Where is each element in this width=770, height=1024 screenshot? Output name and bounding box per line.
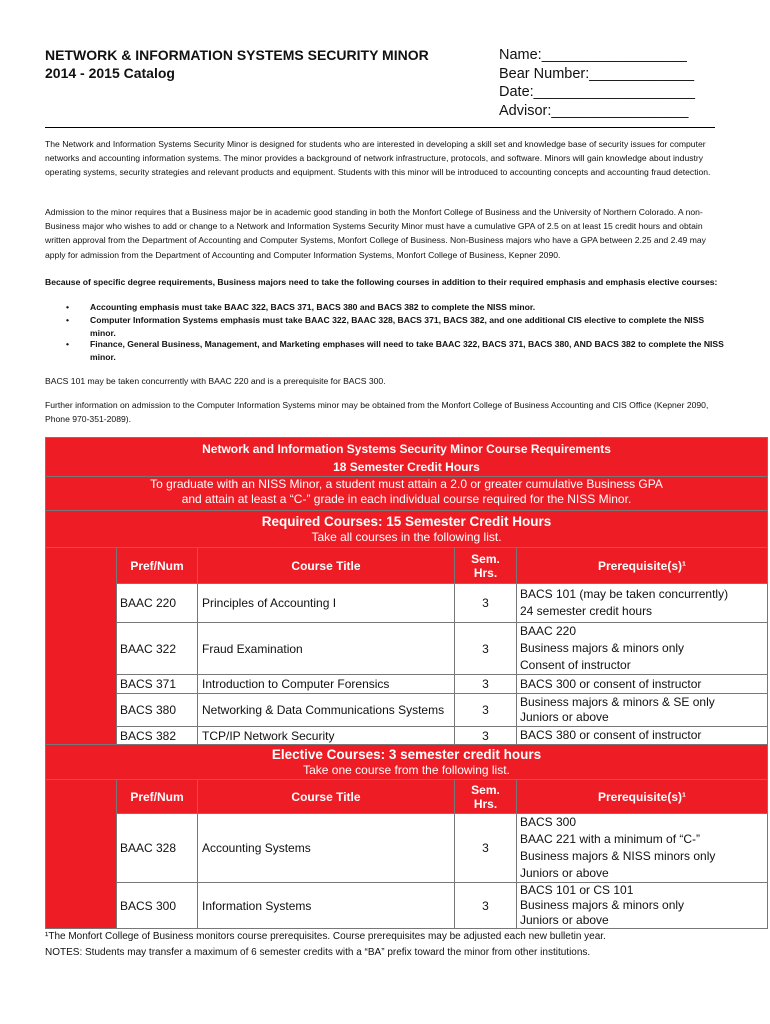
elective-heading-row bbox=[46, 745, 768, 780]
elective-note: Take one course from the following list. bbox=[303, 762, 510, 777]
table-row bbox=[46, 623, 768, 675]
col-pref-header: Pref/Num bbox=[117, 548, 198, 584]
col-pref-header: Pref/Num bbox=[117, 780, 198, 814]
course-prereq: BACS 101 or CS 101 Business majors & minors only Juniors or above bbox=[517, 883, 768, 929]
catalog-year: 2014 - 2015 Catalog bbox=[45, 65, 175, 81]
course-prereq: BAAC 220 Business majors & minors only Consent of instructor bbox=[517, 623, 768, 675]
col-sem-header: Sem. Hrs. bbox=[455, 548, 517, 584]
course-prereq: Business majors & minors & SE only Juniors or above bbox=[517, 694, 768, 727]
course-number: BAAC 322 bbox=[117, 623, 198, 675]
course-hours: 3 bbox=[455, 814, 517, 883]
course-requirements-table bbox=[45, 437, 768, 929]
course-title: Networking & Data Communications Systems bbox=[198, 694, 455, 727]
course-hours: 3 bbox=[455, 675, 517, 694]
bullet-icon: • bbox=[66, 339, 70, 349]
course-number: BACS 300 bbox=[117, 883, 198, 929]
course-hours: 3 bbox=[455, 584, 517, 623]
bear-number-field[interactable]: Bear Number:_____________ bbox=[499, 65, 695, 82]
course-hours: 3 bbox=[455, 694, 517, 727]
date-field[interactable]: Date:____________________ bbox=[499, 84, 695, 100]
advisor-field[interactable]: Advisor:_________________ bbox=[499, 102, 689, 119]
header-divider bbox=[45, 127, 715, 128]
course-number: BACS 371 bbox=[117, 675, 198, 694]
red-margin bbox=[46, 780, 117, 929]
table-row bbox=[46, 584, 768, 623]
course-number: BACS 382 bbox=[117, 727, 198, 745]
col-title-header: Course Title bbox=[198, 780, 455, 814]
course-title: TCP/IP Network Security bbox=[198, 727, 455, 745]
intro-paragraph: The Network and Information Systems Security Minor is designed for students who are interested in developing a skill set and knowledge base of security issues for computer networks and accounting information systems. The minor provides a background of network infrastructure, protocols, and software. Minors will gain knowledge about industry operating systems, security strategies and relevant products and equipment. Students with this minor will be introduced to accounting concepts and accounting fraud detection. bbox=[45, 139, 711, 178]
course-title: Accounting Systems bbox=[198, 814, 455, 883]
name-field[interactable]: Name:__________________ bbox=[499, 47, 687, 63]
column-header-row bbox=[46, 780, 768, 814]
column-header-row bbox=[46, 548, 768, 584]
col-prereq-header: Prerequisite(s)¹ bbox=[517, 548, 768, 584]
document-header bbox=[45, 46, 429, 82]
prerequisite-footnote: ¹The Monfort College of Business monitors course prerequisites. Course prerequisites may be adjusted each new bulletin year. bbox=[45, 931, 606, 942]
gpa-requirement-line: To graduate with an NISS Minor, a student must attain a 2.0 or greater cumulative Business GPA bbox=[150, 477, 663, 491]
gpa-requirement-row bbox=[46, 477, 768, 511]
bullet-icon: • bbox=[66, 302, 70, 312]
course-title: Principles of Accounting I bbox=[198, 584, 455, 623]
table-row bbox=[46, 883, 768, 929]
total-hours: 18 Semester Credit Hours bbox=[333, 460, 480, 474]
required-note: Take all courses in the following list. bbox=[311, 529, 502, 544]
course-prereq: BACS 380 or consent of instructor bbox=[517, 727, 768, 745]
course-number: BACS 380 bbox=[117, 694, 198, 727]
course-number: BAAC 328 bbox=[117, 814, 198, 883]
course-hours: 3 bbox=[455, 883, 517, 929]
course-hours: 3 bbox=[455, 727, 517, 745]
col-title-header: Course Title bbox=[198, 548, 455, 584]
required-heading: Required Courses: 15 Semester Credit Hours bbox=[261, 513, 552, 529]
table-row bbox=[46, 727, 768, 745]
footnotes bbox=[45, 929, 745, 961]
required-heading-row bbox=[46, 511, 768, 548]
course-hours: 3 bbox=[455, 623, 517, 675]
col-prereq-header: Prerequisite(s)¹ bbox=[517, 780, 768, 814]
contact-paragraph: Further information on admission to the Computer Information Systems minor may be obtained from the Monfort College of Business Accounting and CIS Office (Kepner 2090, Phone 970-351-2089). bbox=[45, 400, 709, 425]
table-title-row bbox=[46, 438, 768, 477]
concurrency-note: BACS 101 may be taken concurrently with BAAC 220 and is a prerequisite for BACS 300. bbox=[45, 376, 386, 386]
course-title: Fraud Examination bbox=[198, 623, 455, 675]
table-row bbox=[46, 814, 768, 883]
requirements-paragraph: Because of specific degree requirements, Business majors need to take the following courses in addition to their required emphasis and emphasis elective courses: bbox=[45, 277, 718, 287]
course-prereq: BACS 101 (may be taken concurrently) 24 semester credit hours bbox=[517, 584, 768, 623]
course-number: BAAC 220 bbox=[117, 584, 198, 623]
col-sem-header: Sem. Hrs. bbox=[455, 780, 517, 814]
course-prereq: BACS 300 BAAC 221 with a minimum of “C-” Business majors & NISS minors only Juniors or above bbox=[517, 814, 768, 883]
admission-paragraph: Admission to the minor requires that a Business major be in academic good standing in both the Monfort College of Business and the University of Northern Colorado. A non-Business major who wishes to add or change to a Network and Information Systems Security Minor must have a cumulative GPA of 2.5 on at least 15 credit hours and obtain written approval from the Department of Accounting and Computer Systems, Monfort College of Business. Non-Business majors who have a GPA between 2.25 and 2.49 may apply for admission from the Department of Accounting and Computer Information Systems, Monfort College of Business, Kepner 2090. bbox=[45, 207, 706, 260]
course-prereq: BACS 300 or consent of instructor bbox=[517, 675, 768, 694]
transfer-note: NOTES: Students may transfer a maximum of 6 semester credits with a “BA” prefix toward the minor from other institutions. bbox=[45, 947, 591, 958]
red-margin bbox=[46, 548, 117, 745]
gpa-requirement-line: and attain at least a “C-” grade in each individual course required for the NISS Minor. bbox=[181, 492, 632, 506]
course-title: Information Systems bbox=[198, 883, 455, 929]
table-title: Network and Information Systems Security Minor Course Requirements bbox=[202, 442, 611, 456]
document-title: NETWORK & INFORMATION SYSTEMS SECURITY MINOR bbox=[45, 47, 429, 63]
table-row bbox=[46, 675, 768, 694]
table-row bbox=[46, 694, 768, 727]
student-info-fields bbox=[499, 46, 695, 120]
course-title: Introduction to Computer Forensics bbox=[198, 675, 455, 694]
bullet-icon: • bbox=[66, 315, 70, 325]
elective-heading: Elective Courses: 3 semester credit hours bbox=[271, 746, 542, 762]
